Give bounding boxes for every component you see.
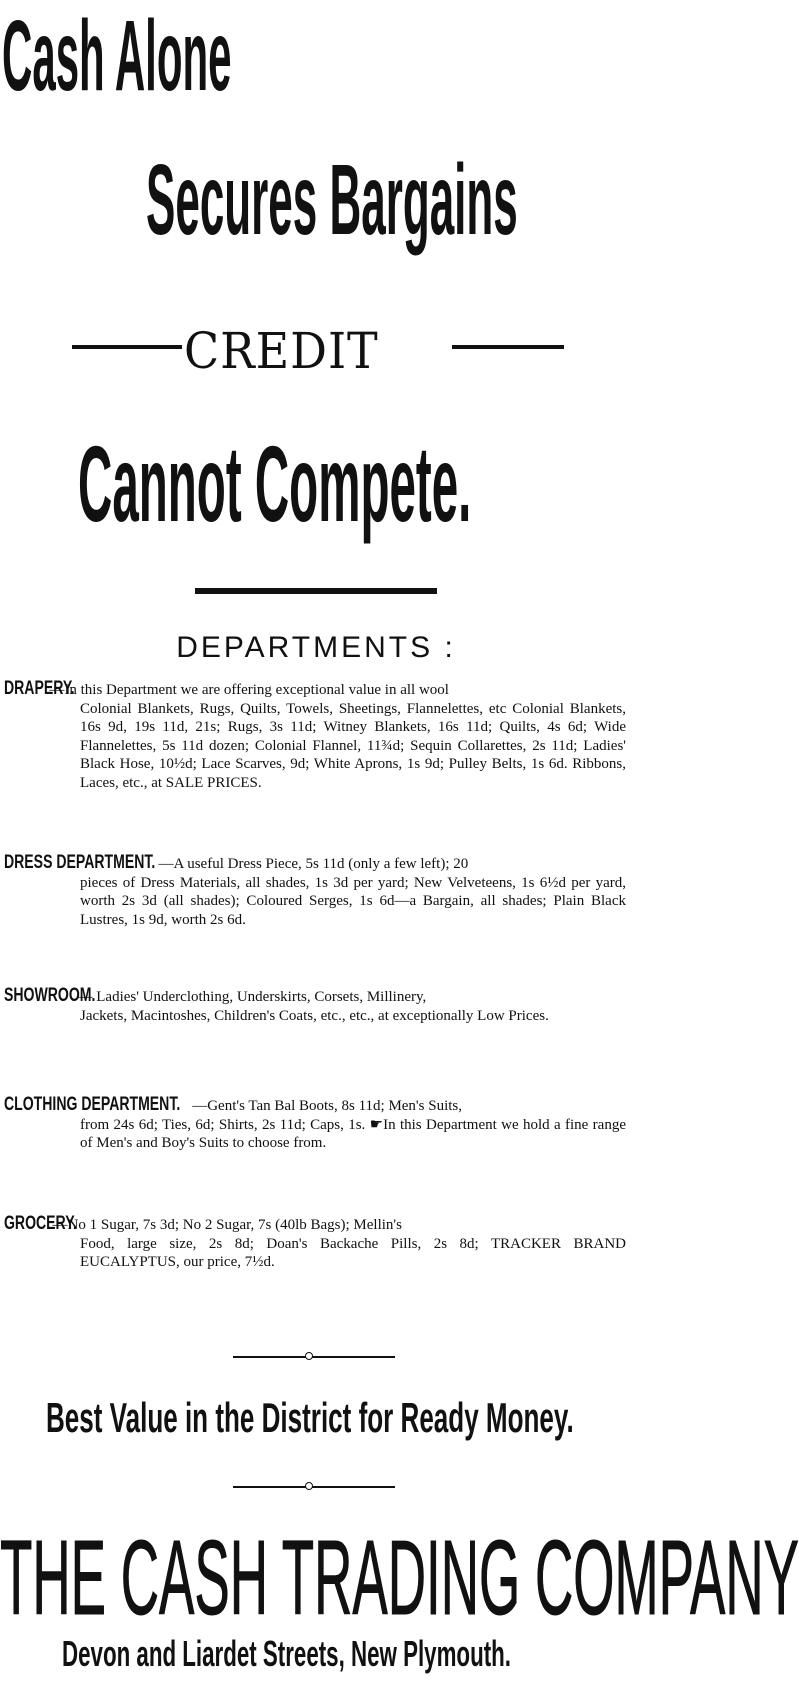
credit-dash-right	[452, 345, 564, 349]
section-label: CLOTHING DEPARTMENT.	[4, 1094, 181, 1115]
ornament-rule	[233, 1356, 395, 1358]
section-first-line: — Ladies' Underclothing, Underskirts, Corsets, Millinery,	[77, 989, 427, 1005]
section-showroom	[4, 987, 626, 1025]
section-dress-department	[4, 854, 626, 929]
section-first-line: —A useful Dress Piece, 5s 11d (only a few left); 20	[158, 856, 469, 872]
section-label: GROCERY.	[4, 1213, 77, 1234]
section-grocery	[4, 1215, 626, 1272]
headline-cannot-compete: Cannot Compete.	[78, 423, 472, 544]
company-name: THE CASH TRADING COMPANY	[0, 1519, 799, 1637]
ornament-circle-icon	[305, 1352, 313, 1360]
headline-secures-bargains: Secures Bargains	[146, 144, 518, 256]
section-body: Colonial Blankets, Rugs, Quilts, Towels, Sheetings, Flannelettes, etc Colonial Blankets, 16s 9d, 19s 11d, 21s; Rugs, 3s 11d; Witney Blankets, 16s 11d; Quilts, 4s 6d; Wide Flannelettes, 5s 11d dozen; Colonial Flannel, 11¾d; Sequin Collarettes, 2s 11d; Ladies' Black Hose, 10½d; Lace Scarves, 9d; White Aprons, 1s 9d; Pulley Belts, 1s 6d. Ribbons, Laces, etc., at SALE PRICES.	[80, 700, 626, 791]
section-first-line: —No 1 Sugar, 7s 3d; No 2 Sugar, 7s (40lb Bags); Mellin's	[52, 1217, 402, 1233]
section-label: DRAPERY.	[4, 678, 75, 699]
heavy-rule	[195, 588, 437, 594]
credit-word: CREDIT	[184, 322, 379, 380]
section-body: Jackets, Macintoshes, Children's Coats, etc., etc., at exceptionally Low Prices.	[80, 1007, 549, 1024]
headline-cash-alone: Cash Alone	[2, 0, 232, 112]
section-clothing-department	[4, 1096, 626, 1153]
ornament-rule	[233, 1486, 395, 1488]
tagline: Best Value in the District for Ready Money.	[46, 1394, 574, 1441]
departments-heading: DEPARTMENTS :	[176, 631, 456, 664]
section-label: DRESS DEPARTMENT.	[4, 852, 156, 873]
section-body: Food, large size, 2s 8d; Doan's Backache Pills, 2s 8d; TRACKER BRAND EUCALYPTUS, our price, 7½d.	[80, 1235, 626, 1271]
section-body: from 24s 6d; Ties, 6d; Shirts, 2s 11d; Caps, 1s. ☛In this Department we hold a fine range of Men's and Boy's Suits to choose from.	[80, 1116, 626, 1152]
section-drapery	[4, 680, 626, 793]
section-first-line: —Gent's Tan Bal Boots, 8s 11d; Men's Suits,	[192, 1098, 462, 1114]
credit-banner	[0, 318, 632, 378]
credit-dash-left	[72, 345, 182, 349]
section-first-line: —In this Department we are offering exceptional value in all wool	[49, 682, 449, 698]
ornament-circle-icon	[305, 1482, 313, 1490]
section-label: SHOWROOM.	[4, 985, 96, 1006]
section-body: pieces of Dress Materials, all shades, 1s 3d per yard; New Velveteens, 1s 6½d per yard, worth 2s 3d (all shades); Coloured Serges, 1s 6d—a Bargain, all shades; Plain Black Lustres, 1s 9d, worth 2s 6d.	[80, 874, 626, 928]
address: Devon and Liardet Streets, New Plymouth.	[62, 1633, 511, 1674]
